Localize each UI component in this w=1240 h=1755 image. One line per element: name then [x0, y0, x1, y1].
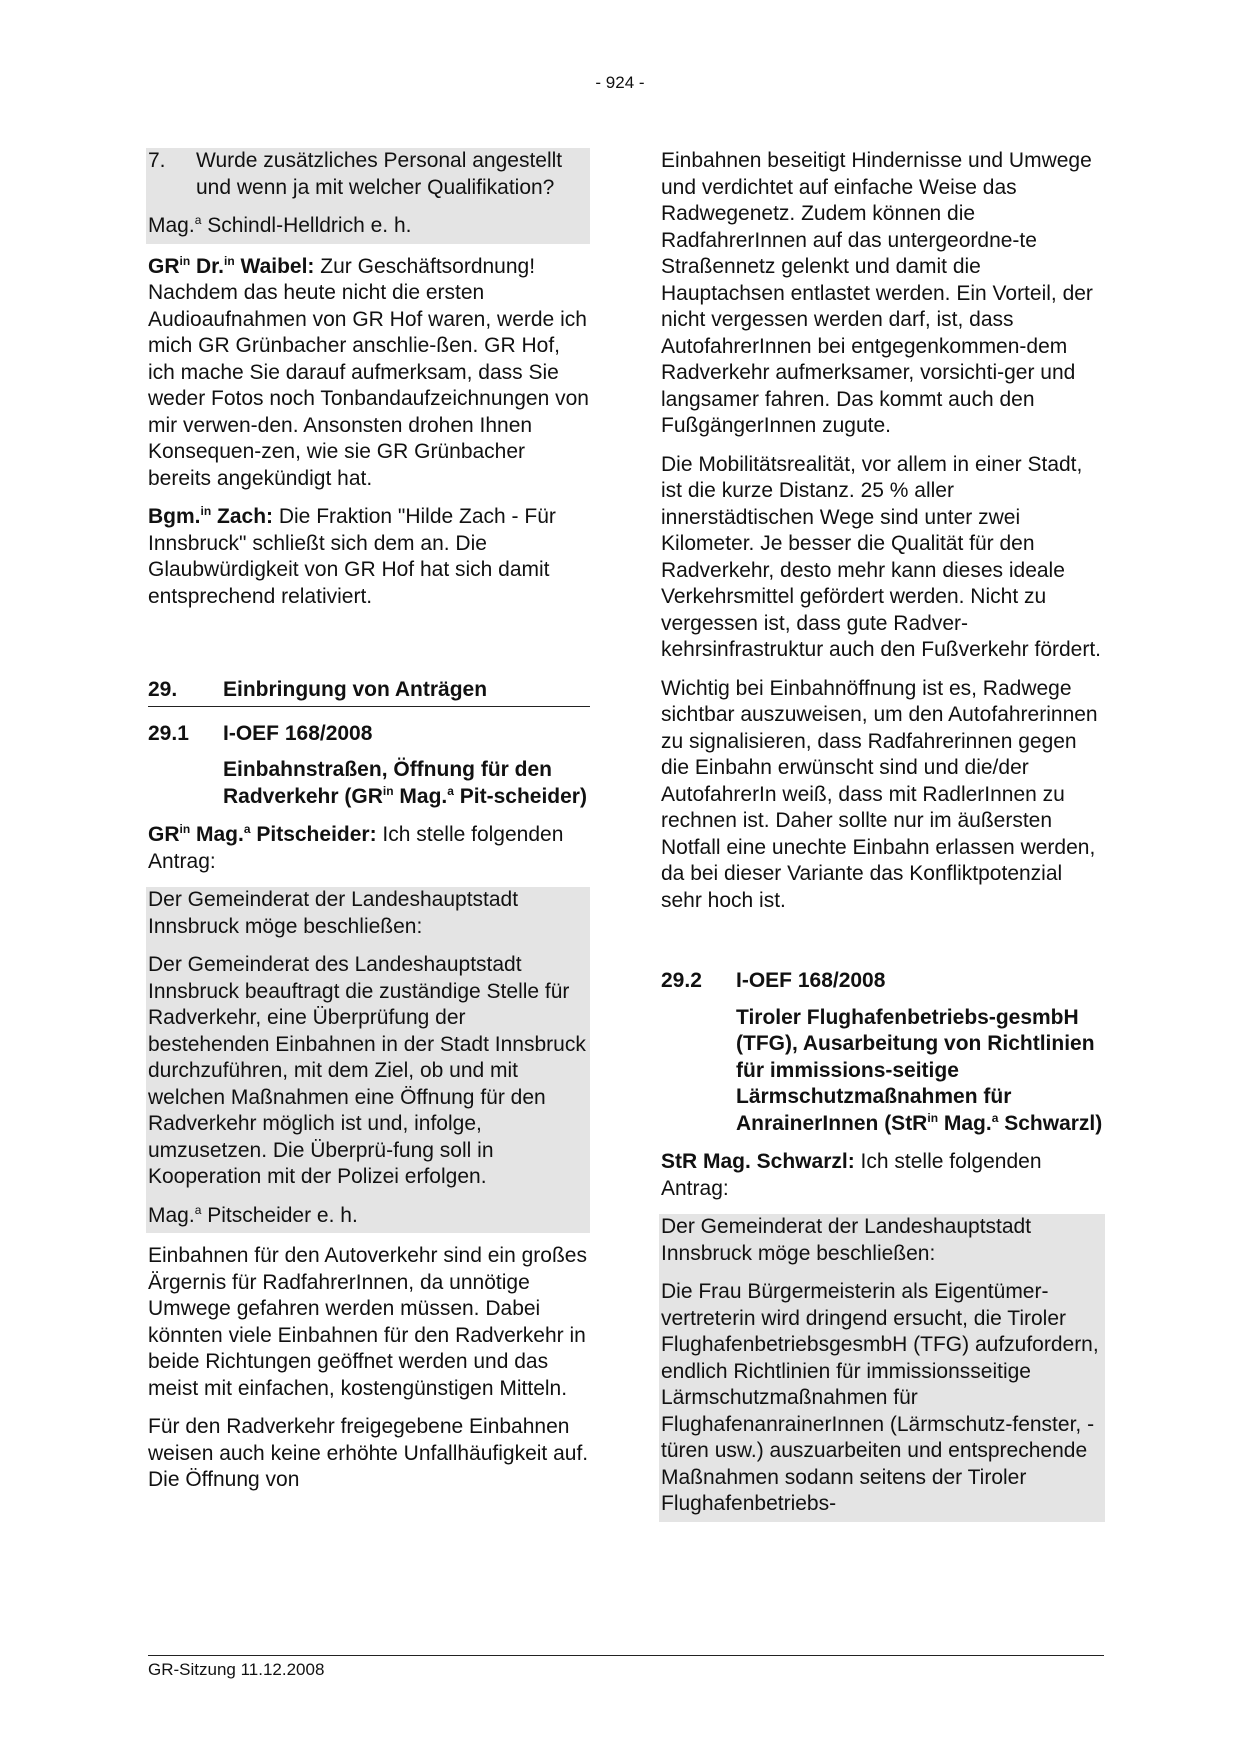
title-part: Tiroler Flughafenbetriebs-gesmbH (TFG), Ausarbeitung von Richtlinien für immissions-seitige Lärmschutzmaßnahmen für AnrainerInnen (StR	[736, 1005, 1095, 1135]
section-heading	[148, 677, 590, 707]
justification-paragraph: Die Mobilitätsrealität, vor allem in einer Stadt, ist die kurze Distanz. 25 % aller innerstädtischen Wege sind unter zwei Kilometer. Je besser die Qualität für den Radverkehr, desto mehr kann dieses ideale Verkehrsmittel gefördert werden. Nicht zu vergessen ist, dass gute Radver-kehrsinfrastruktur auch den Fußverkehr fördert.	[661, 452, 1102, 661]
motion-box-29-2	[659, 1214, 1105, 1522]
statement-text: Ich stelle folgenden Antrag:	[148, 823, 564, 873]
section-number: 29.	[148, 678, 178, 701]
item-title-29-2	[736, 1005, 1105, 1138]
speaker-sup: in	[200, 504, 212, 518]
speaker-part: Pitscheider:	[250, 823, 377, 846]
speaker-part: Dr.	[190, 254, 225, 278]
question-item	[148, 148, 590, 213]
speaker-pitscheider	[148, 823, 377, 846]
title-part: Einbahnstraßen, Öffnung für den Radverkehr (GR	[223, 758, 552, 808]
signature-title: Mag.	[148, 214, 195, 237]
item-heading-29-1	[148, 721, 590, 748]
title-sup: in	[927, 1110, 939, 1125]
signature-schindl	[148, 213, 590, 244]
speaker-schwarzl: StR Mag. Schwarzl:	[661, 1150, 855, 1173]
title-part: Mag.	[938, 1111, 992, 1135]
title-sup: a	[447, 783, 454, 798]
title-sup: a	[991, 1110, 999, 1125]
speaker-part: Zach:	[211, 505, 274, 528]
signature-title: Mag.	[148, 1203, 195, 1227]
justification-paragraph: Einbahnen beseitigt Hindernisse und Umwege und verdichtet auf einfache Weise das Radwegenetz. Zudem können die RadfahrerInnen auf das untergeordne-te Straßennetz gelenkt und damit die Hauptachsen entlastet werden. Ein Vorteil, der nicht vergessen werden darf, ist, dass AutofahrerInnen bei entgegenkommen-dem Radverkehr aufmerksamer, vorsichti-ger und langsamer fahren. Das kommt auch den FußgängerInnen zugute.	[661, 149, 1093, 437]
signature-name: Schindl-Helldrich e. h.	[201, 214, 412, 237]
statement-text: Zur Geschäftsordnung! Nachdem das heute nicht die ersten Audioaufnahmen von GR Hof waren, werde ich mich GR Grünbacher anschlie-ßen. GR Hof, ich mache Sie darauf aufmerksam, dass Sie weder Fotos noch Tonbandaufzeichnungen von mir verwen-den. Ansonsten drohen Ihnen Konsequen-zen, wie sie GR Grünbacher bereits angekündigt hat.	[148, 254, 589, 490]
right-column	[661, 148, 1105, 1522]
motion-body: Der Gemeinderat des Landeshauptstadt Innsbruck beauftragt die zuständige Stelle für Radverkehr, eine Überprüfung der bestehenden Einbahnen in der Stadt Innsbruck durchzuführen, mit dem Ziel, ob und mit welchen Maßnahmen eine Öffnung für den Radverkehr möglich ist und, infolge, umzusetzen. Die Überprü-fung soll in Kooperation mit der Polizei erfolgen.	[148, 953, 586, 1188]
signature-pitscheider	[148, 1203, 590, 1234]
section-title: Einbringung von Anträgen	[223, 678, 488, 701]
item-number: 29.2	[661, 969, 702, 992]
page-number: - 924 -	[595, 73, 645, 92]
statement-text: Die Fraktion "Hilde Zach - Für Innsbruck" schließt sich dem an. Die Glaubwürdigkeit von GR Hof hat sich damit entsprechend relativiert.	[148, 505, 556, 608]
motion-box-29-1	[146, 887, 590, 1233]
justification-paragraph: Wichtig bei Einbahnöffnung ist es, Radwege sichtbar auszuweisen, um den Autofahrerinnen zu signalisieren, dass Radfahrerinnen gegen die Einbahn erwünscht sind und die/der AutofahrerIn weiß, dass mit RadlerInnen zu rechnen ist. Daher sollte nur im äußersten Notfall eine unechte Einbahn erlassen werden, da bei dieser Variante das Konfliktpotenzial sehr hoch ist.	[661, 676, 1098, 912]
signature-title-sup: a	[194, 1202, 202, 1217]
motion-body: Die Frau Bürgermeisterin als Eigentümer-vertreterin wird dringend ersucht, die Tiroler FlughafenbetriebsgesmbH (TFG) aufzufordern, endlich Richtlinien für immissionsseitige Lärmschutzmaßnahmen für FlughafenanrainerInnen (Lärmschutz-fenster, -türen usw.) auszuarbeiten und entsprechende Maßnahmen sodann seitens der Tiroler Flughafenbetriebs-	[661, 1280, 1099, 1515]
item-reference: I-OEF 168/2008	[223, 721, 373, 745]
statement-schwarzl	[661, 1149, 1105, 1202]
question-box	[146, 148, 590, 244]
statement-text: Ich stelle folgenden Antrag:	[661, 1150, 1042, 1200]
statement-zach	[148, 504, 590, 610]
title-sup: in	[382, 783, 394, 798]
motion-intro: Der Gemeinderat der Landeshauptstadt Innsbruck möge beschließen:	[661, 1215, 1032, 1265]
signature-name: Pitscheider e. h.	[201, 1203, 358, 1227]
speaker-part: GR	[148, 823, 180, 846]
justification-paragraph: Einbahnen für den Autoverkehr sind ein großes Ärgernis für RadfahrerInnen, da unnötige Umwege gefahren werden müssen. Dabei könnten viele Einbahnen für den Radverkehr in beide Richtungen geöffnet werden und das meist mit einfachen, kostengünstigen Mitteln.	[148, 1244, 587, 1400]
speaker-sup: a	[243, 822, 251, 836]
speaker-sup: in	[179, 822, 191, 836]
statement-waibel	[148, 254, 590, 493]
speaker-sup: in	[224, 253, 235, 268]
speaker-part: Mag.	[190, 823, 244, 846]
signature-title-sup: a	[194, 213, 202, 227]
item-number: 29.1	[148, 721, 189, 745]
speaker-sup: in	[179, 253, 191, 268]
speaker-part: Bgm.	[148, 505, 201, 528]
title-part: Mag.	[393, 784, 448, 808]
speaker-waibel	[148, 255, 314, 278]
speaker-part: GR	[148, 254, 180, 278]
speaker-zach	[148, 505, 273, 528]
left-column	[148, 148, 590, 1506]
motion-intro: Der Gemeinderat der Landeshauptstadt Innsbruck möge beschließen:	[148, 888, 519, 938]
justification-paragraph: Für den Radverkehr freigegebene Einbahnen weisen auch keine erhöhte Unfallhäufigkeit auf. Die Öffnung von	[148, 1415, 589, 1491]
page-footer: GR-Sitzung 11.12.2008	[148, 1655, 1104, 1680]
title-part: Schwarzl)	[998, 1111, 1103, 1135]
statement-pitscheider	[148, 822, 590, 875]
item-reference: I-OEF 168/2008	[736, 969, 886, 992]
question-text: Wurde zusätzliches Personal angestellt und wenn ja mit welcher Qualifikation?	[196, 149, 563, 199]
item-heading-29-2	[661, 968, 1105, 995]
title-part: Pit-scheider)	[453, 784, 587, 808]
question-number: 7.	[148, 149, 166, 172]
item-title-29-1	[223, 757, 590, 810]
speaker-part: Waibel:	[234, 254, 315, 278]
